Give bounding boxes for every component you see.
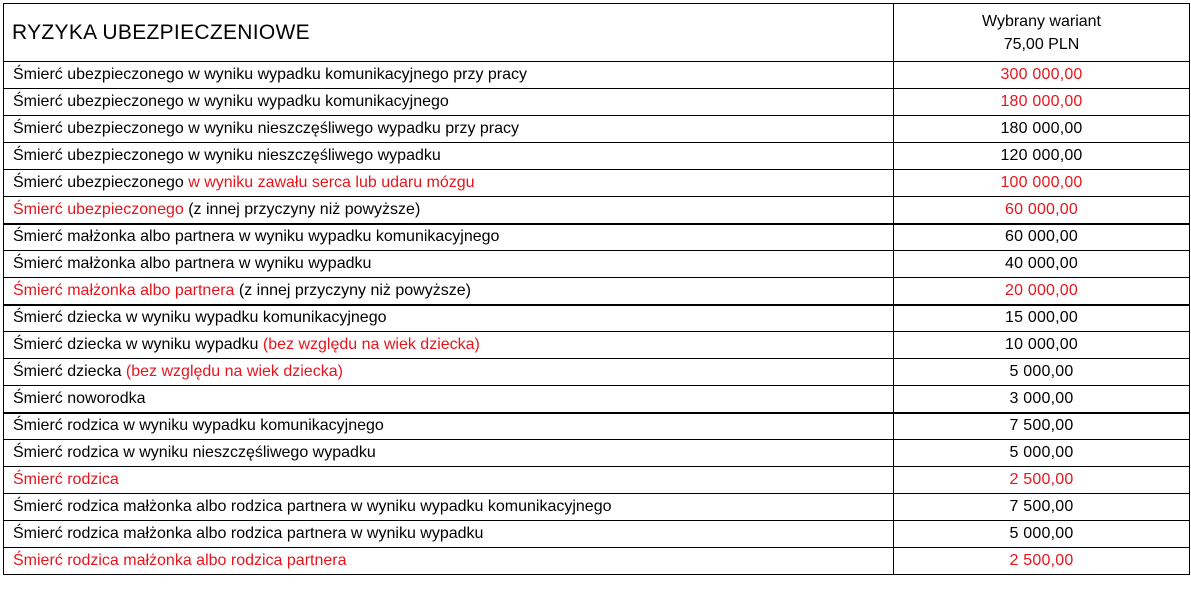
risk-text: Śmierć małżonka albo partnera w wyniku wypadku bbox=[13, 255, 372, 272]
sum-insured-value: 60 000,00 bbox=[894, 224, 1190, 251]
risk-description bbox=[4, 62, 894, 89]
sum-insured-value: 3 000,00 bbox=[894, 386, 1190, 413]
table-row bbox=[4, 278, 1190, 305]
risk-description bbox=[4, 197, 894, 224]
sum-insured-value: 60 000,00 bbox=[894, 197, 1190, 224]
table-row bbox=[4, 224, 1190, 251]
sum-insured-value: 100 000,00 bbox=[894, 170, 1190, 197]
sum-insured-value: 5 000,00 bbox=[894, 359, 1190, 386]
risk-description bbox=[4, 89, 894, 116]
variant-price: 75,00 PLN bbox=[1003, 35, 1080, 53]
table-row bbox=[4, 359, 1190, 386]
header-row bbox=[4, 4, 1190, 62]
risk-description bbox=[4, 494, 894, 521]
table-row bbox=[4, 62, 1190, 89]
sum-insured-value: 7 500,00 bbox=[894, 494, 1190, 521]
table-row bbox=[4, 197, 1190, 224]
sum-insured-value: 15 000,00 bbox=[894, 305, 1190, 332]
risk-description bbox=[4, 224, 894, 251]
risk-text: Śmierć rodzica w wyniku nieszczęśliwego wypadku bbox=[13, 444, 376, 461]
risk-description bbox=[4, 359, 894, 386]
risk-description bbox=[4, 413, 894, 440]
table-row bbox=[4, 548, 1190, 575]
risk-text: Śmierć małżonka albo partnera w wyniku wypadku komunikacyjnego bbox=[13, 228, 500, 246]
risk-text-highlighted: Śmierć rodzica małżonka albo rodzica partnera bbox=[13, 552, 347, 569]
risk-text-highlighted: Śmierć małżonka albo partnera bbox=[13, 281, 235, 299]
sum-insured-value: 5 000,00 bbox=[894, 440, 1190, 467]
sum-insured-value: 5 000,00 bbox=[894, 521, 1190, 548]
sum-insured-value: 40 000,00 bbox=[894, 251, 1190, 278]
sum-insured-value: 2 500,00 bbox=[894, 548, 1190, 575]
risk-text: Śmierć ubezpieczonego w wyniku wypadku komunikacyjnego bbox=[13, 93, 449, 110]
risk-text-highlighted: (bez względu na wiek dziecka) bbox=[262, 336, 480, 353]
risk-text: (z innej przyczyny niż powyższe) bbox=[183, 200, 421, 218]
sum-insured-value: 10 000,00 bbox=[894, 332, 1190, 359]
risk-text: Śmierć ubezpieczonego w wyniku nieszczęśliwego wypadku bbox=[13, 147, 441, 164]
risk-text: Śmierć ubezpieczonego w wyniku nieszczęśliwego wypadku przy pracy bbox=[13, 120, 520, 137]
risk-description bbox=[4, 548, 894, 575]
risk-text: (z innej przyczyny niż powyższe) bbox=[234, 281, 471, 299]
sum-insured-value: 180 000,00 bbox=[894, 89, 1190, 116]
sum-insured-value: 20 000,00 bbox=[894, 278, 1190, 305]
risk-description bbox=[4, 521, 894, 548]
sum-insured-value: 300 000,00 bbox=[894, 62, 1190, 89]
table-row bbox=[4, 305, 1190, 332]
sum-insured-value: 2 500,00 bbox=[894, 467, 1190, 494]
risk-text: Śmierć rodzica w wyniku wypadku komunikacyjnego bbox=[13, 417, 384, 435]
risk-column-header: RYZYKA UBEZPIECZENIOWE bbox=[4, 4, 894, 62]
table-row bbox=[4, 467, 1190, 494]
risk-text-highlighted: Śmierć ubezpieczonego bbox=[13, 200, 184, 218]
risk-description bbox=[4, 116, 894, 143]
table-row bbox=[4, 89, 1190, 116]
table-row bbox=[4, 116, 1190, 143]
risk-text: Śmierć dziecka w wyniku wypadku komunikacyjnego bbox=[13, 309, 387, 327]
risk-description bbox=[4, 467, 894, 494]
insurance-risks-table bbox=[3, 3, 1190, 575]
sum-insured-value: 120 000,00 bbox=[894, 143, 1190, 170]
table-row bbox=[4, 521, 1190, 548]
risk-text: Śmierć ubezpieczonego bbox=[13, 174, 189, 191]
table-row bbox=[4, 494, 1190, 521]
variant-label: Wybrany wariant bbox=[981, 12, 1101, 30]
risk-description bbox=[4, 251, 894, 278]
risk-text: Śmierć rodzica małżonka albo rodzica partnera w wyniku wypadku bbox=[13, 525, 484, 542]
table-row bbox=[4, 251, 1190, 278]
risk-description bbox=[4, 305, 894, 332]
table-body bbox=[4, 4, 1190, 575]
table-row bbox=[4, 332, 1190, 359]
risk-text-highlighted: (bez względu na wiek dziecka) bbox=[125, 363, 343, 380]
risk-text: Śmierć noworodka bbox=[13, 389, 146, 407]
risk-text: Śmierć dziecka w wyniku wypadku bbox=[13, 336, 263, 353]
variant-column-header bbox=[894, 4, 1190, 62]
sum-insured-value: 180 000,00 bbox=[894, 116, 1190, 143]
table-row bbox=[4, 413, 1190, 440]
risk-description bbox=[4, 440, 894, 467]
risk-description bbox=[4, 143, 894, 170]
sum-insured-value: 7 500,00 bbox=[894, 413, 1190, 440]
risk-text: Śmierć dziecka bbox=[13, 363, 126, 380]
table-row bbox=[4, 170, 1190, 197]
risk-text-highlighted: w wyniku zawału serca lub udaru mózgu bbox=[188, 174, 475, 191]
table-row bbox=[4, 143, 1190, 170]
risk-text: Śmierć rodzica małżonka albo rodzica partnera w wyniku wypadku komunikacyjnego bbox=[13, 498, 612, 515]
risk-text-highlighted: Śmierć rodzica bbox=[13, 471, 119, 488]
risk-description bbox=[4, 170, 894, 197]
risk-description bbox=[4, 332, 894, 359]
table-row bbox=[4, 440, 1190, 467]
table-row bbox=[4, 386, 1190, 413]
risk-description bbox=[4, 278, 894, 305]
risk-description bbox=[4, 386, 894, 413]
risk-text: Śmierć ubezpieczonego w wyniku wypadku komunikacyjnego przy pracy bbox=[13, 66, 528, 83]
